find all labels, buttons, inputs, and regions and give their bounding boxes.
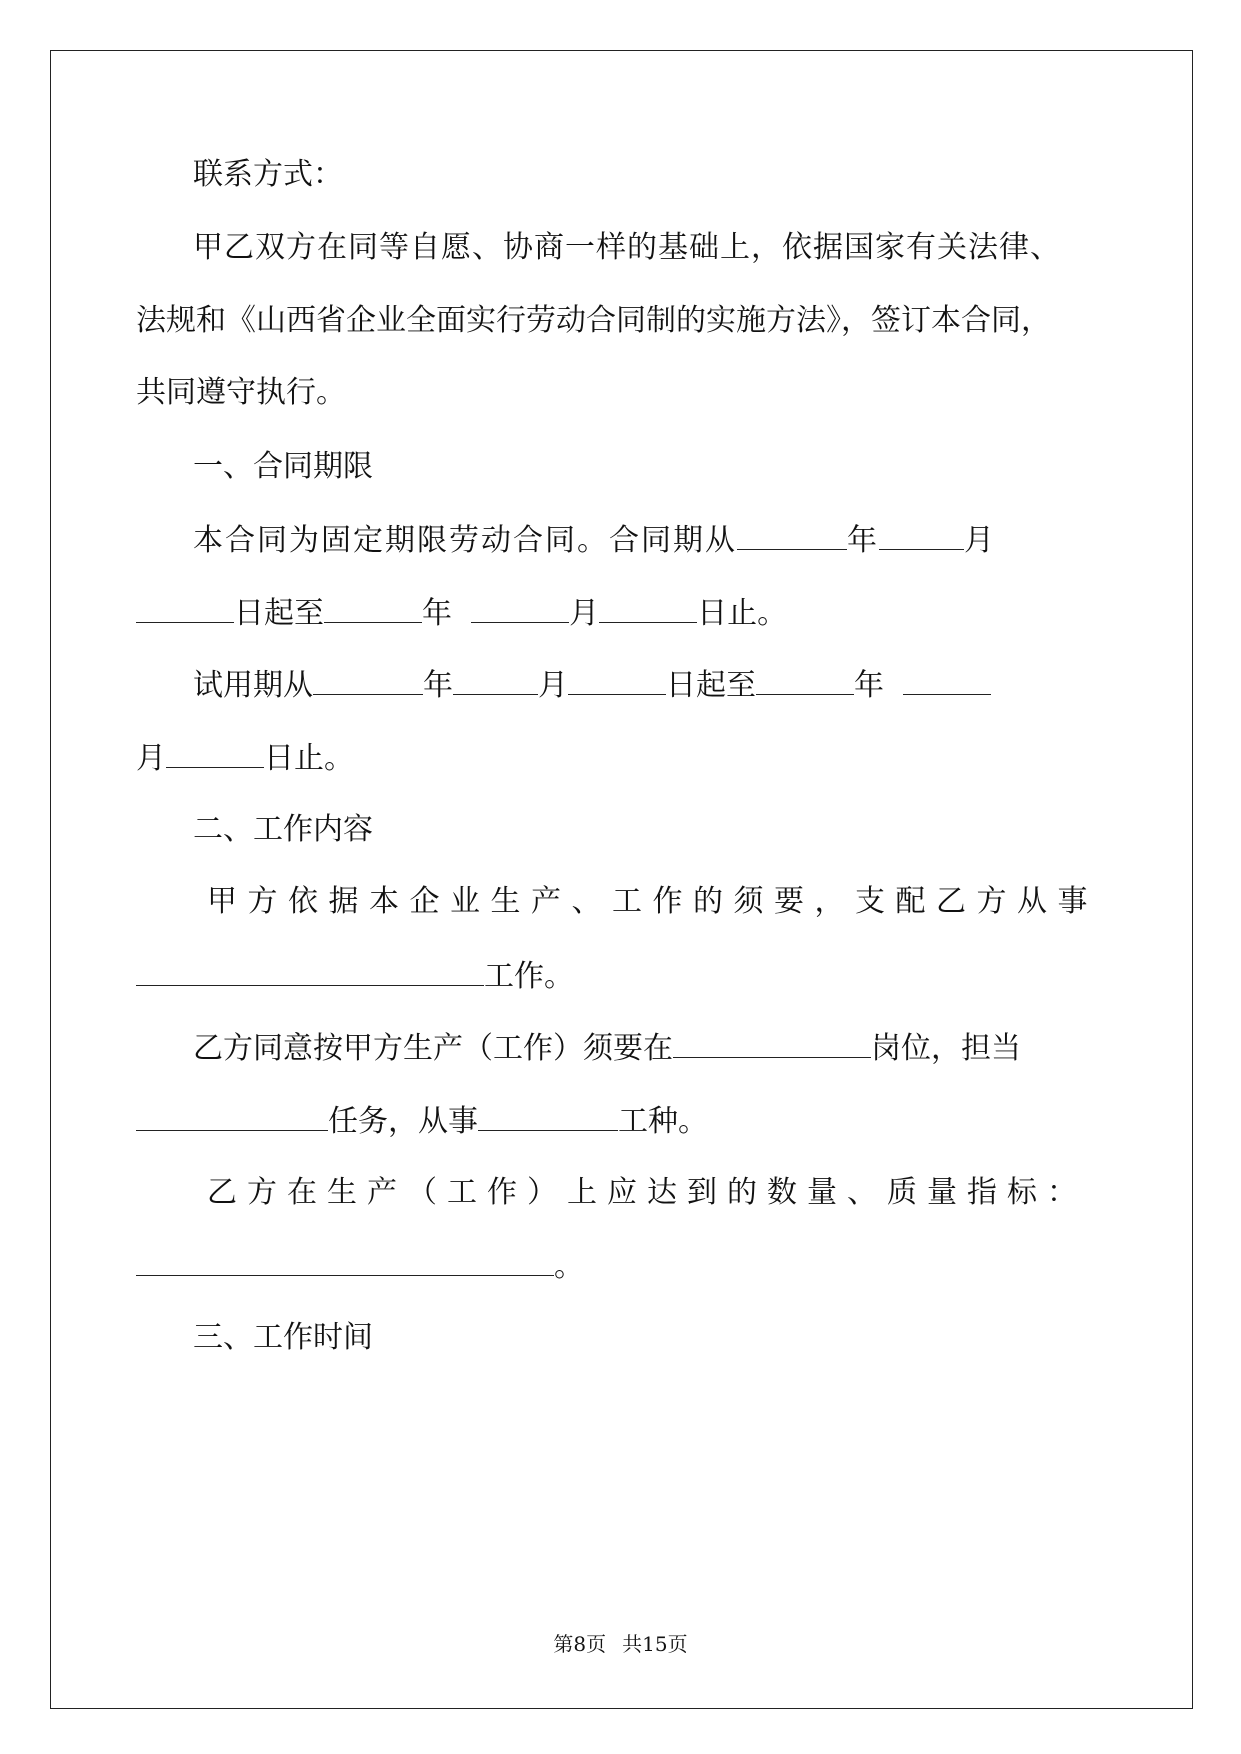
blank-prob-start-year[interactable] xyxy=(313,664,423,695)
blank-prob-end-month[interactable] xyxy=(903,664,991,695)
quota-line-2 xyxy=(136,1245,584,1287)
work-line-2 xyxy=(136,955,574,997)
work-end: 工作。 xyxy=(484,959,574,994)
section-1-title: 一、合同期限 xyxy=(193,449,373,484)
post-line-2 xyxy=(136,1100,708,1142)
blank-quota[interactable] xyxy=(136,1245,554,1276)
blank-start-day[interactable] xyxy=(136,592,234,623)
page-border xyxy=(50,50,1193,1709)
quota-end: 。 xyxy=(554,1249,584,1284)
probation-text: 试用期从 xyxy=(193,668,313,703)
unit-month: 月 xyxy=(136,741,166,776)
unit-day-from: 日起至 xyxy=(666,668,756,703)
page-number: 第8页 xyxy=(553,1632,607,1656)
blank-end-year[interactable] xyxy=(324,592,422,623)
unit-year: 年 xyxy=(854,668,884,703)
blank-prob-start-month[interactable] xyxy=(453,664,538,695)
term-line-2 xyxy=(136,592,787,634)
intro-line-1: 甲乙双方在同等自愿、协商一样的基础上，依据国家有关法律、 xyxy=(193,230,1061,265)
unit-year: 年 xyxy=(847,523,879,558)
blank-prob-start-day[interactable] xyxy=(568,664,666,695)
blank-end-day[interactable] xyxy=(599,592,697,623)
blank-task[interactable] xyxy=(136,1100,328,1131)
post-text-d: 工种。 xyxy=(618,1104,708,1139)
unit-month: 月 xyxy=(569,596,600,631)
page-footer xyxy=(0,1630,1241,1658)
unit-day-from: 日起至 xyxy=(234,596,324,631)
contact-label: 联系方式： xyxy=(193,157,343,192)
section-2-title: 二、工作内容 xyxy=(193,812,373,847)
page-total: 共15页 xyxy=(622,1632,688,1656)
intro-line-3: 共同遵守执行。 xyxy=(136,375,346,410)
blank-craft[interactable] xyxy=(478,1100,618,1131)
quota-line-1: 乙方在生产（工作）上应达到的数量、质量指标： xyxy=(207,1175,1087,1210)
probation-line-2 xyxy=(136,737,354,779)
unit-month: 月 xyxy=(538,668,568,703)
unit-day-end: 日止。 xyxy=(264,741,354,776)
work-line-1: 甲方依据本企业生产、工作的须要，支配乙方从事 xyxy=(207,884,1098,919)
blank-prob-end-year[interactable] xyxy=(756,664,854,695)
intro-line-2: 法规和《山西省企业全面实行劳动合同制的实施方法》，签订本合同， xyxy=(136,303,1051,338)
unit-day-end: 日止。 xyxy=(697,596,788,631)
term-line-1 xyxy=(193,519,996,561)
post-text-b: 岗位，担当 xyxy=(871,1031,1021,1066)
term-text: 本合同为固定期限劳动合同。合同期从 xyxy=(193,523,737,558)
blank-end-month[interactable] xyxy=(471,592,569,623)
probation-line-1 xyxy=(193,664,991,706)
unit-year: 年 xyxy=(423,668,453,703)
section-3-title: 三、工作时间 xyxy=(193,1320,373,1355)
blank-start-month[interactable] xyxy=(879,519,964,550)
blank-start-year[interactable] xyxy=(737,519,847,550)
post-text-a: 乙方同意按甲方生产（工作）须要在 xyxy=(193,1031,673,1066)
blank-work-type[interactable] xyxy=(136,955,484,986)
blank-prob-end-day[interactable] xyxy=(166,737,264,768)
unit-year: 年 xyxy=(422,596,452,631)
post-text-c: 任务，从事 xyxy=(328,1104,478,1139)
post-line-1 xyxy=(193,1027,1021,1069)
blank-post[interactable] xyxy=(673,1027,871,1058)
unit-month: 月 xyxy=(964,523,996,558)
